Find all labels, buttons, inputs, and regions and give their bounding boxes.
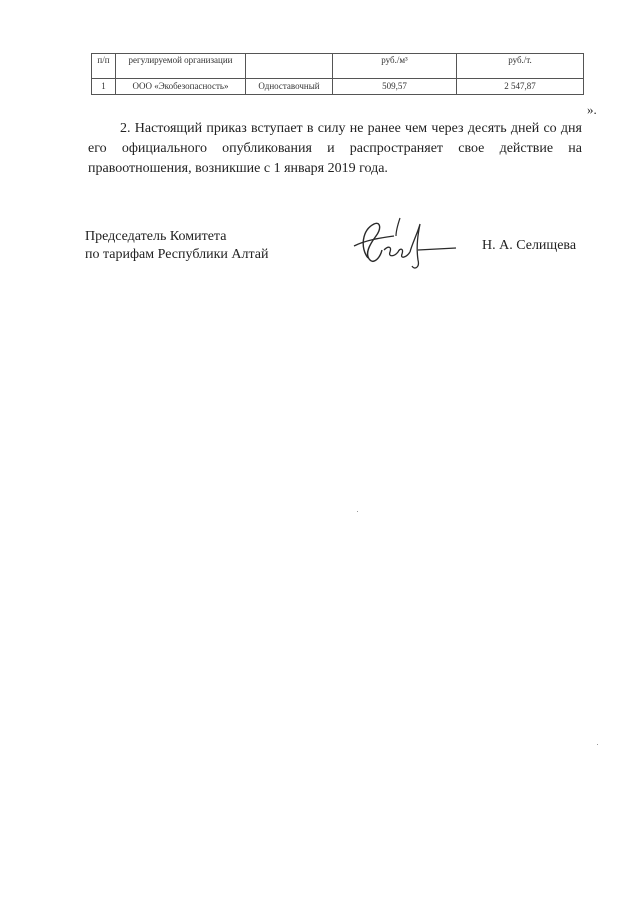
position-line-1: Председатель Комитета [85, 229, 227, 244]
table-row [92, 79, 584, 95]
header-org: регулируемой организации [116, 54, 246, 79]
closing-quote: ». [587, 102, 597, 117]
order-paragraph: 2. Настоящий приказ вступает в силу не ранее чем через десять дней со дня его официального опубликования и распространяет свое действие на правоотношения, возникшие с 1 января 2019 года. [88, 121, 582, 176]
signer-name: Н. А. Селищева [482, 238, 577, 253]
scan-speck [597, 744, 598, 745]
header-unit-t: руб./т. [457, 54, 584, 79]
signatory-position [85, 228, 268, 264]
row-value-t: 2 547,87 [457, 79, 584, 95]
row-num: 1 [92, 79, 116, 95]
position-line-2: по тарифам Республики Алтай [85, 247, 269, 262]
row-value-m3: 509,57 [333, 79, 457, 95]
row-rate-type: Одноставочный [246, 79, 333, 95]
row-org: ООО «Экобезопасность» [116, 79, 246, 95]
handwritten-signature [340, 210, 460, 275]
scan-speck [357, 511, 358, 512]
tariff-table [91, 53, 584, 95]
header-num: п/п [92, 54, 116, 79]
table-header-row [92, 54, 584, 79]
header-unit-m3: руб./м³ [333, 54, 457, 79]
header-empty [246, 54, 333, 79]
